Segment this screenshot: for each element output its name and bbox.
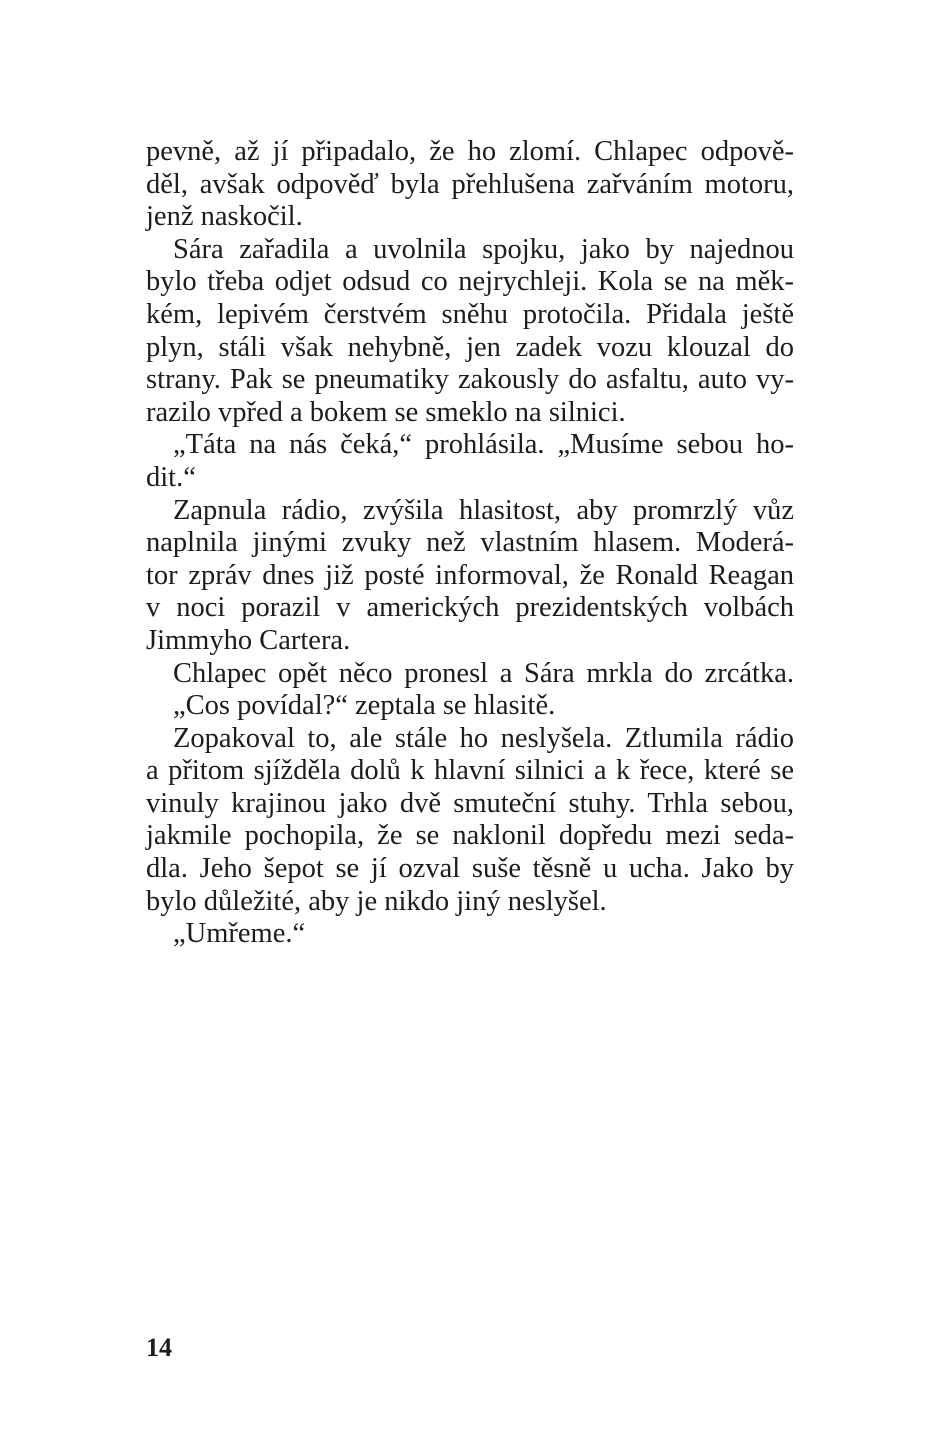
page-number: 14 xyxy=(146,1333,172,1362)
text-line: pevně, až jí připadalo, že ho zlomí. Chlapec odpově- xyxy=(146,136,794,167)
text-line: jakmile pochopila, že se naklonil dopředu mezi seda- xyxy=(146,820,794,852)
text-line: strany. Pak se pneumatiky zakously do asfaltu, auto vy- xyxy=(146,364,794,396)
text-line: „Umřeme.“ xyxy=(173,918,306,950)
text-line: Jimmyho Cartera. xyxy=(146,624,351,656)
text-line: kém, lepivém čerstvém sněhu protočila. Přidala ještě xyxy=(146,298,794,330)
text-line: vinuly krajinou jako dvě smuteční stuhy. Trhla sebou, xyxy=(146,787,794,819)
text-line: dit.“ xyxy=(146,461,196,493)
text-line: Chlapec opět něco pronesl a Sára mrkla do zrcátka. xyxy=(173,657,794,689)
text-line: plyn, stáli však nehybně, jen zadek vozu klouzal do xyxy=(146,331,794,363)
text-line: naplnila jinými zvuky než vlastním hlasem. Moderá- xyxy=(146,527,794,559)
text-line: „Táta na nás čeká,“ prohlásila. „Musíme sebou ho- xyxy=(173,429,794,461)
text-line: „Cos povídal?“ zeptala se hlasitě. xyxy=(173,690,556,722)
text-line: tor zpráv dnes již posté informoval, že Ronald Reagan xyxy=(146,559,794,591)
text-line: a přitom sjížděla dolů k hlavní silnici a k řece, které se xyxy=(146,755,794,787)
text-line: razilo vpřed a bokem se smeklo na silnici. xyxy=(146,396,626,428)
text-line: Zapnula rádio, zvýšila hlasitost, aby promrzlý vůz xyxy=(173,494,794,526)
text-line: děl, avšak odpověď byla přehlušena zařváním motoru, xyxy=(146,168,794,200)
text-line: jenž naskočil. xyxy=(146,201,303,233)
text-line: Zopakoval to, ale stále ho neslyšela. Ztlumila rádio xyxy=(173,722,794,754)
text-line: bylo důležité, aby je nikdo jiný neslyšel. xyxy=(146,885,607,917)
text-line: bylo třeba odjet odsud co nejrychleji. Kola se na měk- xyxy=(146,266,794,298)
text-line: dla. Jeho šepot se jí ozval suše těsně u ucha. Jako by xyxy=(146,853,794,885)
text-line: v noci porazil v amerických prezidentských volbách xyxy=(146,592,794,624)
text-line: Sára zařadila a uvolnila spojku, jako by najednou xyxy=(173,233,794,265)
body-text xyxy=(146,136,794,951)
